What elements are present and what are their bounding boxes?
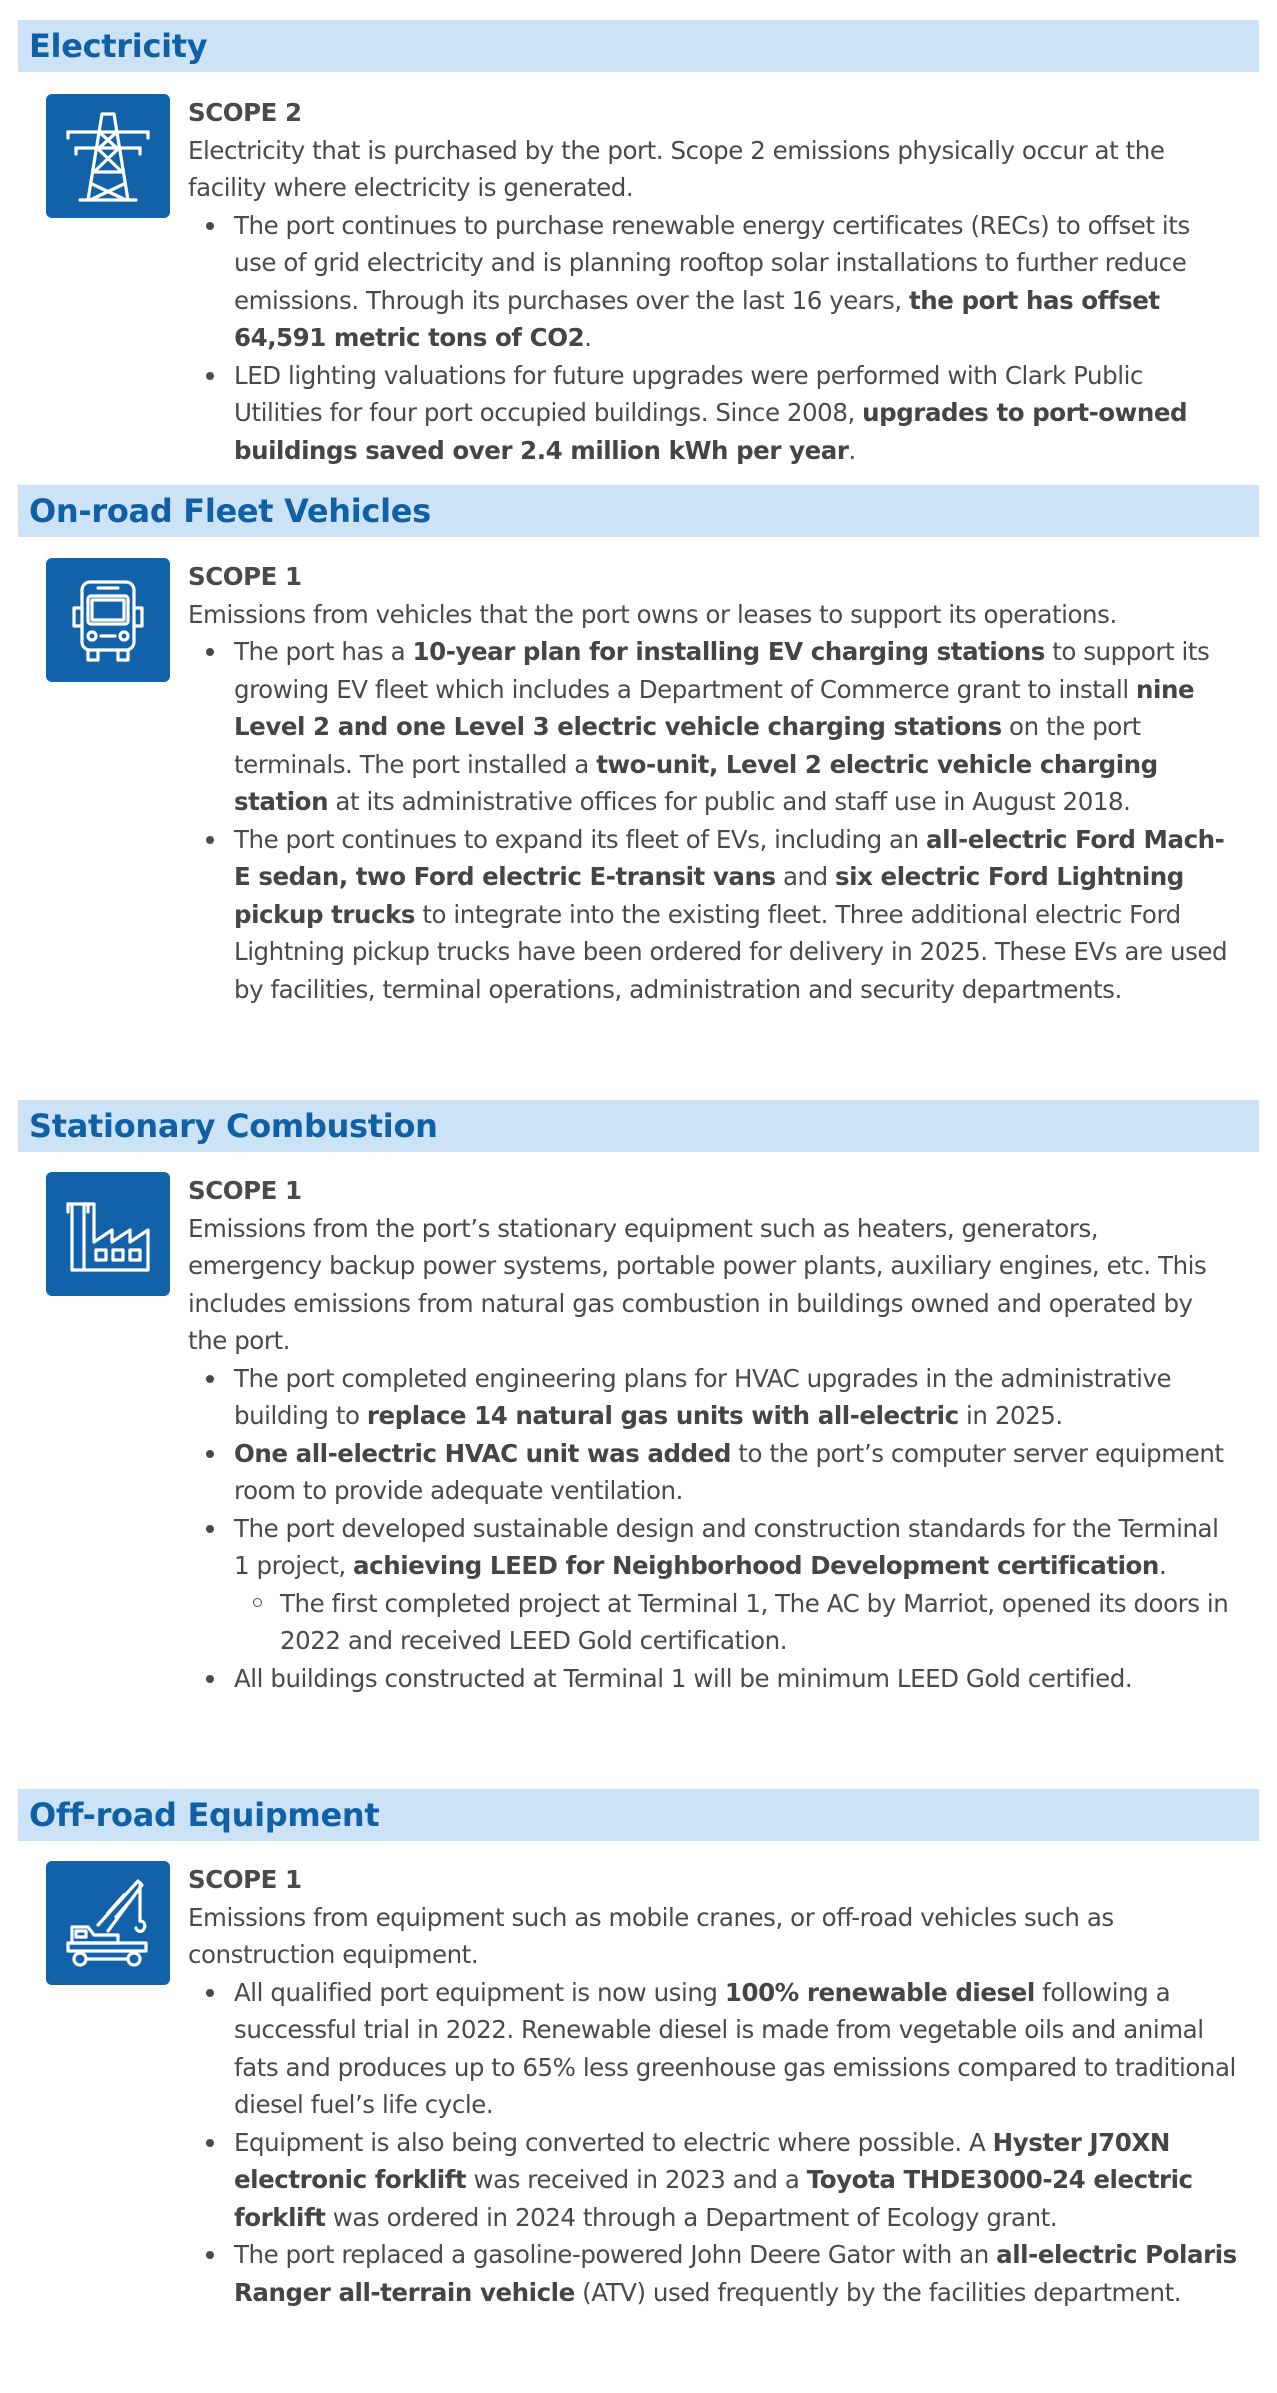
section-content-stationary-combustion: [188, 1172, 1238, 1697]
section-description: Emissions from the port’s stationary equipment such as heaters, generators, emergency backup power systems, portable power plants, auxiliary engines, etc. This includes emissions from natural gas combustion in buildings owned and operated by the port.: [188, 1213, 1207, 1355]
bus-icon: [46, 558, 170, 682]
bullet-text: .: [584, 323, 592, 352]
bullet-text: to integrate into the existing fleet. Three additional electric Ford Lightning pickup trucks have been ordered for delivery in 2025. These EVs are used by facilities, terminal operations, administration and security departments.: [234, 899, 1228, 1004]
bullet-text: was received in 2023 and a: [466, 2165, 807, 2194]
bullet-text: on the port terminals. The port installed a: [234, 712, 1141, 779]
bullet-text: The port developed sustainable design and construction standards for the Terminal 1 project,: [234, 1513, 1219, 1580]
power-tower-icon: [46, 94, 170, 218]
bullet-text: Equipment is also being converted to electric where possible. A: [234, 2127, 993, 2157]
bullet-item: [234, 357, 1238, 470]
section-content-electricity: [188, 94, 1238, 469]
bullet-item: [234, 2236, 1238, 2311]
bullet-text-bold: replace 14 natural gas units with all-electric: [366, 1401, 959, 1430]
bullet-text: All buildings constructed at Terminal 1 will be minimum LEED Gold certified.: [234, 1663, 1133, 1693]
bullet-item: [234, 207, 1238, 357]
bullet-text: The port replaced a gasoline-powered John Deere Gator with an: [234, 2240, 997, 2269]
bullet-text: to the port’s computer server equipment room to provide adequate ventilation.: [234, 1438, 1224, 1505]
section-title: Electricity: [29, 27, 208, 65]
bullet-item: [234, 1360, 1238, 1435]
scope-label: SCOPE 2: [188, 98, 302, 127]
section-content-fleet-vehicles: [188, 558, 1238, 1008]
bullet-text-bold: six electric Ford Lightning pickup trucks: [234, 862, 1184, 929]
bullet-text-bold: achieving LEED for Neighborhood Development certification: [353, 1551, 1159, 1580]
sub-bullet-item: The first completed project at Terminal 1, The AC by Marriot, opened its doors in 2022 and received LEED Gold certification.: [280, 1585, 1238, 1660]
section-description: Electricity that is purchased by the port. Scope 2 emissions physically occur at the facility where electricity is generated.: [188, 135, 1165, 202]
section-content-offroad-equipment: [188, 1861, 1238, 2311]
sub-bullet-list: [234, 1585, 1238, 1660]
bullet-item: [234, 1435, 1238, 1510]
section-description: Emissions from equipment such as mobile cranes, or off-road vehicles such as construction equipment.: [188, 1902, 1114, 1969]
bullet-text-bold: nine Level 2 and one Level 3 electric vehicle charging stations: [234, 674, 1195, 741]
bullet-text: was ordered in 2024 through a Department of Ecology grant.: [325, 2202, 1058, 2232]
crane-icon: [46, 1861, 170, 1985]
bullet-text-bold: One all-electric HVAC unit was added: [234, 1438, 731, 1468]
bullet-text-bold: the port has offset 64,591 metric tons of CO2: [234, 285, 1160, 352]
section-header-electricity: [18, 20, 1259, 72]
bullet-text: .: [848, 435, 856, 465]
bullet-list: [188, 207, 1238, 470]
bullet-text-bold: upgrades to port-owned buildings saved over 2.4 million kWh per year: [234, 398, 1188, 465]
bullet-text-bold: two-unit, Level 2 electric vehicle charging station: [234, 749, 1158, 816]
bullet-item: [234, 2124, 1238, 2237]
factory-icon: [46, 1172, 170, 1296]
bullet-list: [188, 1974, 1238, 2312]
section-title: Off-road Equipment: [29, 1796, 380, 1834]
bullet-item: [234, 1660, 1238, 1698]
bullet-text: The port continues to expand its fleet of EVs, including an: [234, 824, 927, 854]
bullet-text: and: [775, 862, 836, 891]
bullet-text-bold: Toyota THDE3000-24 electric forklift: [234, 2165, 1193, 2232]
scope-label: SCOPE 1: [188, 1176, 302, 1205]
bullet-item: [234, 1510, 1238, 1660]
bullet-text: LED lighting valuations for future upgrades were performed with Clark Public Utilities for four port occupied buildings. Since 2008,: [234, 360, 1143, 427]
bullet-text-bold: all-electric Ford Mach-E sedan, two Ford electric E-transit vans: [234, 824, 1225, 891]
bullet-text: All qualified port equipment is now using: [234, 1977, 725, 2007]
section-description: Emissions from vehicles that the port owns or leases to support its operations.: [188, 599, 1117, 629]
bullet-text: at its administrative offices for public and staff use in August 2018.: [328, 787, 1131, 816]
bullet-item: [234, 821, 1238, 1009]
bullet-text: (ATV) used frequently by the facilities department.: [574, 2277, 1182, 2307]
bullet-text-bold: 100% renewable diesel: [724, 1977, 1035, 2007]
section-header-stationary-combustion: [18, 1100, 1259, 1152]
bullet-text: following a successful trial in 2022. Renewable diesel is made from vegetable oils and animal fats and produces up to 65% less greenhouse gas emissions compared to traditional diesel fuel’s life cycle.: [234, 1977, 1236, 2119]
bullet-item: [234, 633, 1238, 821]
bullet-text: in 2025.: [958, 1401, 1063, 1430]
section-header-offroad-equipment: [18, 1789, 1259, 1841]
bullet-list: [188, 633, 1238, 1008]
bullet-text-bold: 10-year plan for installing EV charging stations: [412, 637, 1045, 666]
bullet-text: The port completed engineering plans for HVAC upgrades in the administrative building to: [234, 1363, 1172, 1430]
bullet-text: The port continues to purchase renewable energy certificates (RECs) to offset its use of grid electricity and is planning rooftop solar installations to further reduce emissions. Through its purchases over the last 16 years,: [234, 210, 1190, 315]
scope-label: SCOPE 1: [188, 1865, 302, 1894]
bullet-text: .: [1158, 1551, 1167, 1580]
bullet-text: to support its growing EV fleet which includes a Department of Commerce grant to install: [234, 637, 1210, 704]
bullet-text-bold: Hyster J70XN electronic forklift: [234, 2127, 1170, 2194]
section-title: Stationary Combustion: [29, 1107, 438, 1145]
scope-label: SCOPE 1: [188, 562, 302, 591]
bullet-text: The port has a: [234, 637, 413, 666]
bullet-item: [234, 1974, 1238, 2124]
section-header-fleet-vehicles: [18, 485, 1259, 537]
section-title: On-road Fleet Vehicles: [29, 492, 431, 530]
bullet-list: [188, 1360, 1238, 1698]
bullet-text-bold: all-electric Polaris Ranger all-terrain vehicle: [234, 2240, 1237, 2307]
